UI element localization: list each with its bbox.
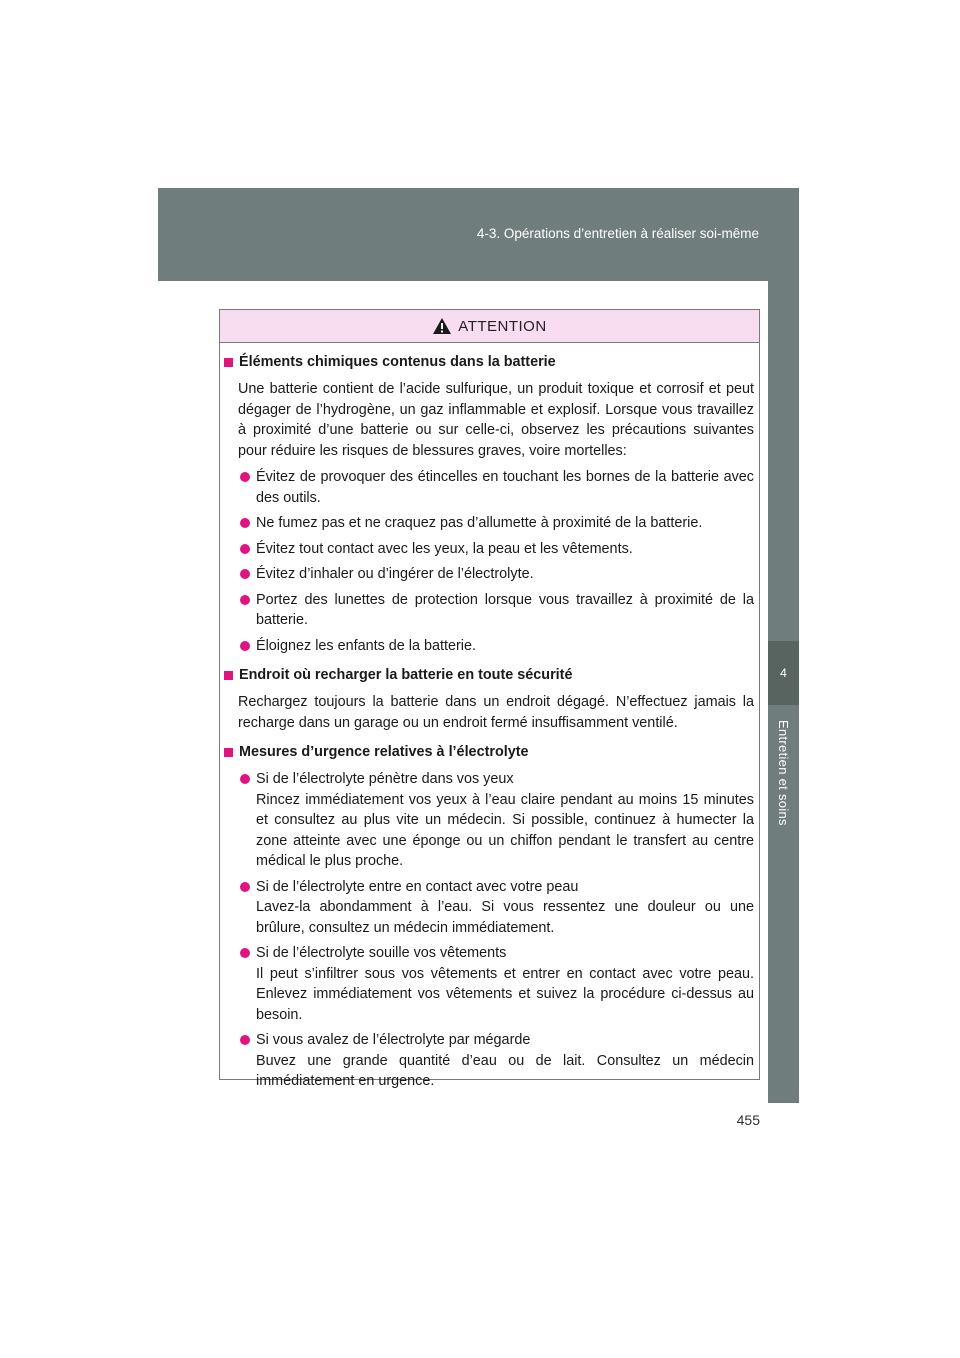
dot-bullet-icon xyxy=(240,544,250,554)
chapter-number: 4 xyxy=(768,641,799,705)
chapter-label: Entretien et soins xyxy=(776,720,791,826)
section-header-title: 4-3. Opérations d’entretien à réaliser soi-même xyxy=(476,226,759,241)
square-bullet-icon xyxy=(224,358,233,367)
list-item xyxy=(224,769,754,872)
warning-body xyxy=(220,343,759,1092)
warning-heading: ATTENTION xyxy=(458,317,547,335)
section-title-chemicals: Éléments chimiques contenus dans la batterie xyxy=(224,353,754,372)
dot-bullet-icon xyxy=(240,774,250,784)
warning-header xyxy=(220,310,759,343)
item-lead: Si de l’électrolyte entre en contact avec votre peau xyxy=(256,878,579,895)
item-lead: Si vous avalez de l’électrolyte par mégarde xyxy=(256,1032,531,1048)
list-item: Évitez de provoquer des étincelles en touchant les bornes de la batterie avec des outils. xyxy=(224,467,754,508)
list-item xyxy=(224,877,754,939)
list-item: Éloignez les enfants de la batterie. xyxy=(224,636,754,657)
list-item xyxy=(224,943,754,1025)
dot-bullet-icon xyxy=(240,472,250,482)
dot-bullet-icon xyxy=(240,948,250,958)
list-item: Évitez tout contact avec les yeux, la peau et les vêtements. xyxy=(224,539,754,560)
square-bullet-icon xyxy=(224,748,233,757)
dot-bullet-icon xyxy=(240,595,250,605)
list-item xyxy=(224,1030,754,1092)
list-item: Évitez d’inhaler ou d’ingérer de l’électrolyte. xyxy=(224,564,754,585)
dot-bullet-icon xyxy=(240,882,250,892)
item-lead: Si de l’électrolyte pénètre dans vos yeux xyxy=(256,771,514,787)
item-detail: Buvez une grande quantité d’eau ou de lait. Consultez un médecin immédiatement en urgence. xyxy=(256,1052,754,1089)
header-band xyxy=(158,188,799,281)
dot-bullet-icon xyxy=(240,1035,250,1045)
section-intro: Une batterie contient de l’acide sulfurique, un produit toxique et corrosif et peut dégager de l’hydrogène, un gaz inflammable et explosif. Lorsque vous travaillez à proximité d’une batterie ou sur celle-ci, observez les précautions suivantes pour réduire les risques de blessures graves, voire mortelles: xyxy=(238,381,754,459)
section-intro: Rechargez toujours la batterie dans un endroit dégagé. N’effectuez jamais la recharge dans un garage ou un endroit fermé insuffisamment ventilé. xyxy=(238,694,754,731)
item-detail: Il peut s’infiltrer sous vos vêtements et entrer en contact avec votre peau. Enlevez immédiatement vos vêtements et suivez la procédure ci-dessus au besoin. xyxy=(256,965,754,1023)
item-detail: Lavez-la abondamment à l’eau. Si vous ressentez une douleur ou une brûlure, consultez un médecin immédiatement. xyxy=(256,899,754,936)
dot-bullet-icon xyxy=(240,518,250,528)
item-lead: Si de l’électrolyte souille vos vêtements xyxy=(256,945,507,961)
page-number: 455 xyxy=(736,1112,760,1128)
item-detail: Rincez immédiatement vos yeux à l’eau claire pendant au moins 15 minutes et consultez au plus vite un médecin. Si possible, continuez à humecter la zone atteinte avec une éponge ou un chiffon pendant le transfert au centre médical le plus proche. xyxy=(256,791,754,869)
dot-bullet-icon xyxy=(240,641,250,651)
list-item: Portez des lunettes de protection lorsque vous travaillez à proximité de la batterie. xyxy=(224,590,754,631)
warning-box xyxy=(219,309,760,1089)
dot-bullet-icon xyxy=(240,569,250,579)
section-title-emergency: Mesures d’urgence relatives à l’électrolyte xyxy=(224,743,754,762)
section-title-charging: Endroit où recharger la batterie en toute sécurité xyxy=(224,666,754,685)
square-bullet-icon xyxy=(224,671,233,680)
warning-triangle-icon xyxy=(432,317,452,335)
list-item: Ne fumez pas et ne craquez pas d’allumette à proximité de la batterie. xyxy=(224,513,754,534)
